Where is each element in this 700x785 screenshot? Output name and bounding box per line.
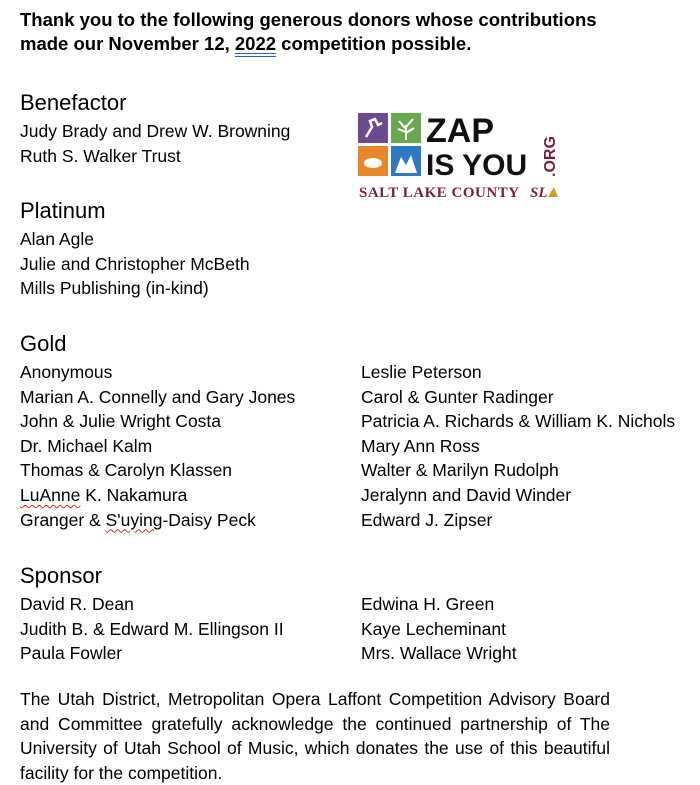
intro-line-2	[20, 32, 680, 56]
logo-sun-icon	[548, 187, 558, 197]
intro-line-1: Thank you to the following generous donors whose contributions	[20, 9, 597, 30]
gold-list-right	[361, 360, 675, 532]
donor-name: John & Julie Wright Costa	[20, 411, 222, 432]
donor-name: Judith B. & Edward M. Ellingson II	[20, 618, 284, 639]
logo-county: SALT LAKE COUNTY	[359, 185, 520, 201]
donor-name: Paula Fowler	[20, 643, 123, 664]
intro-line-2-end: competition possible.	[276, 33, 472, 54]
donor-name: Kaye Lecheminant	[361, 618, 506, 639]
donor-name: Patricia A. Richards & William K. Nichols	[361, 411, 676, 432]
sponsor-list-left	[20, 592, 284, 666]
sponsor-list-right	[361, 592, 517, 666]
donor-name-rest: K. Nakamura	[80, 484, 188, 505]
logo-dot-org: .ORG	[542, 136, 559, 177]
benefactor-heading: Benefactor	[20, 90, 127, 115]
logo-sl-mark: SL	[530, 185, 548, 201]
donor-name: Marian A. Connelly and Gary Jones	[20, 386, 296, 407]
donor-name: David R. Dean	[20, 594, 134, 614]
spellcheck-word: S'uying	[105, 509, 163, 530]
closing-paragraph: The Utah District, Metropolitan Opera Laffont Competition Advisory Board and Committee gratefully acknowledge the continued partnership of The University of Utah School of Music, which donates the use of this beautiful facility for the competition.	[20, 689, 610, 783]
donor-name: Alan Agle	[20, 229, 94, 249]
animal-icon	[364, 158, 382, 168]
donor-name: Carol & Gunter Radinger	[361, 386, 554, 407]
logo-word-is-you: IS YOU	[426, 149, 528, 182]
donor-name-start: Granger &	[20, 509, 106, 530]
spellcheck-word: LuAnne	[20, 484, 81, 505]
donor-name: Jeralynn and David Winder	[361, 484, 572, 505]
donor-name: Dr. Michael Kalm	[20, 435, 153, 456]
donor-name: Walter & Marilyn Rudolph	[361, 460, 559, 481]
donor-name: Edward J. Zipser	[361, 509, 493, 530]
gold-heading: Gold	[20, 331, 67, 356]
logo-word-zap: ZAP	[426, 113, 494, 150]
donor-name: Mills Publishing (in-kind)	[20, 278, 209, 299]
platinum-heading: Platinum	[20, 198, 106, 223]
intro-paragraph	[20, 8, 680, 56]
logo-dancer-tile	[358, 113, 388, 143]
sponsor-heading: Sponsor	[20, 563, 102, 588]
intro-line-2-start: made our November 12,	[20, 33, 235, 54]
donor-name: Leslie Peterson	[361, 362, 482, 382]
donor-name-rest: -Daisy Peck	[162, 509, 256, 530]
donor-name	[20, 508, 295, 533]
donor-name: Thomas & Carolyn Klassen	[20, 460, 233, 481]
donor-name: Judy Brady and Drew W. Browning	[20, 121, 291, 141]
benefactor-list	[20, 119, 290, 168]
zap-is-you-logo	[358, 113, 562, 203]
gold-list-left	[20, 360, 295, 532]
donor-name: Anonymous	[20, 362, 113, 382]
donor-name: Ruth S. Walker Trust	[20, 145, 181, 166]
intro-year: 2022	[234, 33, 277, 54]
donor-name: Julie and Christopher McBeth	[20, 253, 250, 274]
donor-name: Edwina H. Green	[361, 594, 495, 614]
donor-name: Mary Ann Ross	[361, 435, 480, 456]
platinum-list	[20, 227, 250, 301]
donor-name	[20, 483, 295, 508]
donor-name: Mrs. Wallace Wright	[361, 643, 517, 664]
